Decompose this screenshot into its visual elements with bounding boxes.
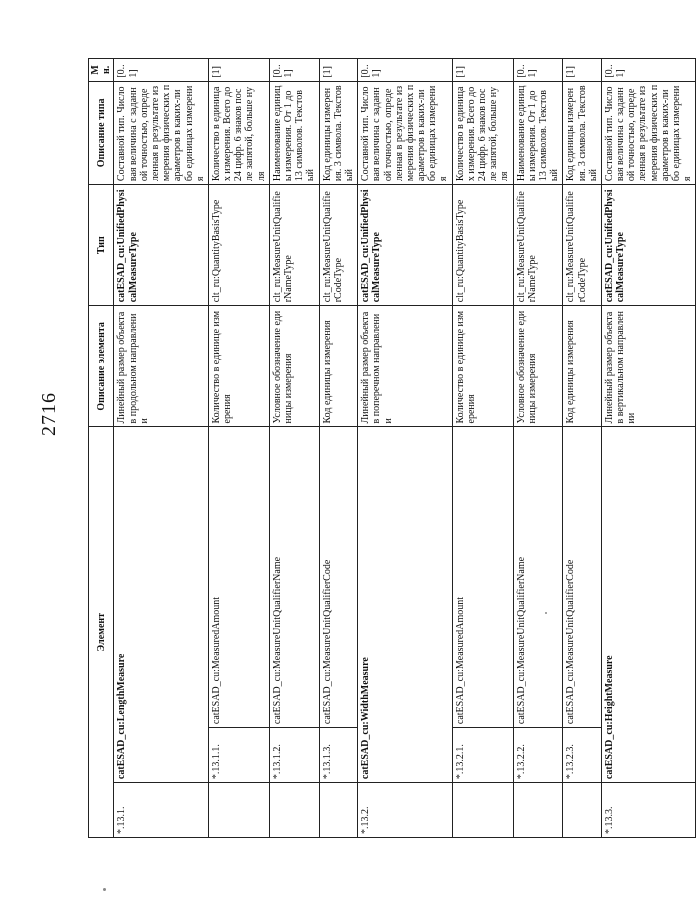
row-id: *.13.2.1. [452,728,513,783]
row-element: catESAD_cu:LengthMeasure [114,427,209,783]
row-type: clt_ru:MeasureUnitQualifierNameType [269,185,319,306]
row-id: *.13.2. [358,783,453,838]
rotated-table-wrapper [88,58,694,838]
scan-speck [545,612,547,614]
row-element: catESAD_cu:MeasureUnitQualifierName [269,427,319,728]
row-id: *.13.1. [114,783,209,838]
row-id: *.13.2.2. [513,728,563,783]
row-type: clt_ru:MeasureUnitQualifierNameType [513,185,563,306]
table-row [208,59,269,838]
row-multiplicity: [0..1] [513,59,563,82]
row-element: catESAD_cu:MeasuredAmount [452,427,513,728]
row-id: *.13.2.3. [563,728,602,783]
row-description: Количество в единице измерения [452,306,513,427]
table-row [269,59,319,838]
row-type-description: Составной тип. Числовая величина с заданной точностью, определенная в результате измерения физических параметров в каких-либо единицах измерения [358,81,453,184]
row-multiplicity: [0..1] [114,59,209,82]
indent-cell [269,783,319,838]
row-multiplicity: [0..1] [601,59,696,82]
row-type: clt_ru:MeasureUnitQualifierCodeType [563,185,602,306]
header-type: Тип [89,185,114,306]
row-type: catESAD_cu:UnifiedPhysicalMeasureType [114,185,209,306]
row-type-description: Код единицы измерения. 3 символа. Текстовый [319,81,358,184]
row-element: catESAD_cu:MeasureUnitQualifierCode [563,427,602,728]
row-description: Линейный размер объекта в вертикальном направлении [601,306,696,427]
indent-cell [208,783,269,838]
row-type: clt_ru:MeasureUnitQualifierCodeType [319,185,358,306]
table-header-row [89,59,114,838]
row-type-description: Составной тип. Числовая величина с заданной точностью, определенная в результате измерения физических параметров в каких-либо единицах измерения [601,81,696,184]
row-element: catESAD_cu:WidthMeasure [358,427,453,783]
header-element: Элемент [89,427,114,838]
row-id: *.13.3. [601,783,696,838]
row-element: catESAD_cu:MeasuredAmount [208,427,269,728]
indent-cell [513,783,563,838]
table-row [601,59,696,838]
row-description: Условное обозначение единицы измерения [513,306,563,427]
header-multiplicity: Мн. [89,59,114,82]
row-type-description: Код единицы измерения. 3 символа. Текстовый [563,81,602,184]
row-multiplicity: [1] [452,59,513,82]
row-description: Код единицы измерения [563,306,602,427]
row-multiplicity: [0..1] [358,59,453,82]
row-description: Линейный размер объекта в продольном направлении [114,306,209,427]
row-id: *.13.1.1. [208,728,269,783]
row-type: catESAD_cu:UnifiedPhysicalMeasureType [358,185,453,306]
row-type-description: Количество в единицах измерения. Всего до 24 цифр. 6 знаков после запятой, больше нуля [208,81,269,184]
page-number: 2716 [38,392,60,436]
row-type: clt_ru:QuantityBasisType [452,185,513,306]
scan-speck [103,888,106,891]
row-type-description: Наименование единицы измерения. От 1 до 13 символов. Текстовый [269,81,319,184]
row-element: catESAD_cu:HeightMeasure [601,427,696,783]
row-id: *.13.1.3. [319,728,358,783]
table-row [563,59,602,838]
table-row [319,59,358,838]
table-row [358,59,453,838]
row-description: Условное обозначение единицы измерения [269,306,319,427]
element-spec-table [88,58,696,838]
table-row [513,59,563,838]
row-type-description: Наименование единицы измерения. От 1 до 13 символов. Текстовый [513,81,563,184]
row-type: catESAD_cu:UnifiedPhysicalMeasureType [601,185,696,306]
row-multiplicity: [1] [208,59,269,82]
row-element: catESAD_cu:MeasureUnitQualifierName [513,427,563,728]
row-description: Линейный размер объекта в поперечном направлении [358,306,453,427]
row-element: catESAD_cu:MeasureUnitQualifierCode [319,427,358,728]
row-multiplicity: [1] [563,59,602,82]
table-row [114,59,209,838]
header-element-description: Описание элемента [89,306,114,427]
indent-cell [563,783,602,838]
row-multiplicity: [0..1] [269,59,319,82]
row-multiplicity: [1] [319,59,358,82]
row-description: Код единицы измерения [319,306,358,427]
table-row [452,59,513,838]
row-description: Количество в единице измерения [208,306,269,427]
indent-cell [319,783,358,838]
row-type: clt_ru:QuantityBasisType [208,185,269,306]
header-type-description: Описание типа [89,81,114,184]
indent-cell [452,783,513,838]
row-id: *.13.1.2. [269,728,319,783]
row-type-description: Составной тип. Числовая величина с заданной точностью, определенная в результате измерения физических параметров в каких-либо единицах измерения [114,81,209,184]
row-type-description: Количество в единицах измерения. Всего до 24 цифр. 6 знаков после запятой, больше нуля [452,81,513,184]
